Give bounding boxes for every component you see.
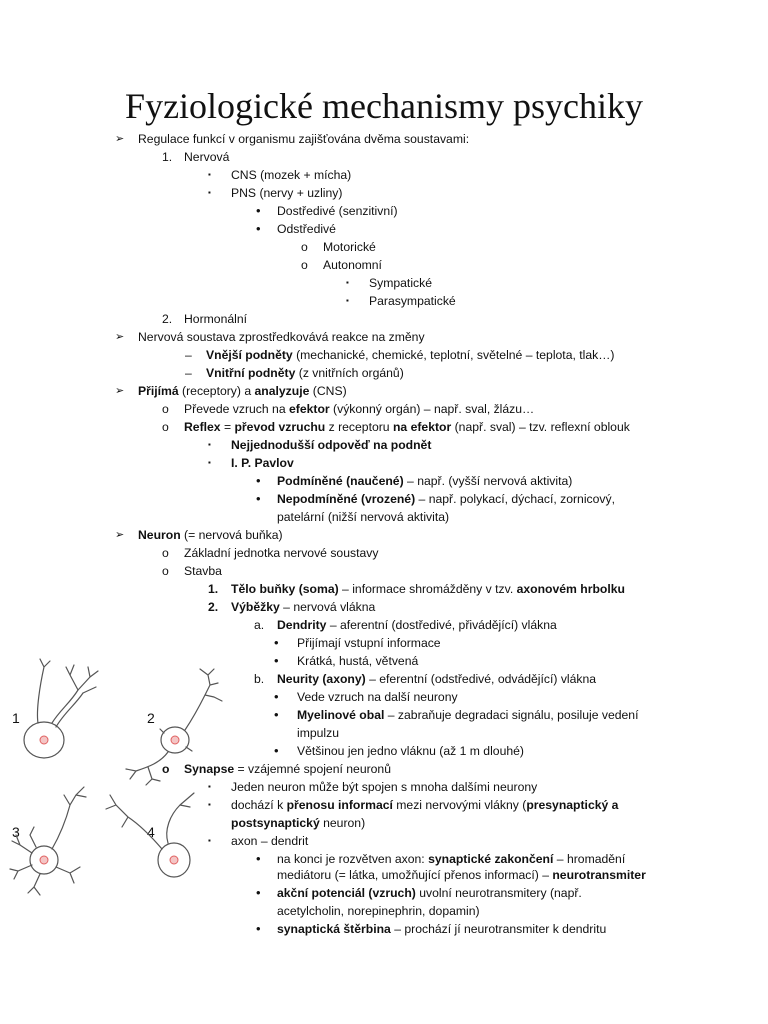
neuron-pseudounipolar-icon [106, 793, 194, 877]
letter-marker: b. [254, 672, 265, 686]
list-item: Výběžky – nervová vlákna [231, 600, 376, 614]
square-bullet: ▪ [208, 170, 211, 179]
list-item: Vnitřní podněty (z vnitřních orgánů) [206, 366, 404, 380]
circle-bullet: o [301, 258, 308, 272]
list-item: Nervová soustava zprostředkovává reakce na změny [138, 330, 425, 344]
square-bullet: ▪ [208, 188, 211, 197]
nucleus-icon [40, 736, 48, 744]
dash-bullet: – [185, 348, 192, 362]
list-item: synaptická štěrbina – prochází jí neurotransmiter k dendritu [277, 922, 607, 936]
list-item: Základní jednotka nervové soustavy [184, 546, 379, 560]
neuron-multipolar-icon [10, 787, 86, 895]
list-item: dochází k přenosu informací mezi nervovými vlákny (presynaptický a [231, 798, 619, 812]
neuron-types-illustration [0, 655, 240, 910]
round-bullet: • [274, 635, 279, 650]
neuron-bipolar-icon [126, 669, 222, 785]
circle-bullet: o [162, 762, 170, 776]
list-item: Vnější podněty (mechanické, chemické, teplotní, světelné – teplota, tlak…) [206, 348, 615, 362]
list-item: Sympatické [369, 276, 432, 290]
square-bullet: ▪ [208, 800, 211, 809]
list-item: Podmíněné (naučené) – např. (vyšší nervová aktivita) [277, 474, 573, 488]
list-item: axon – dendrit [231, 834, 309, 848]
list-item: Parasympatické [369, 294, 456, 308]
list-item-continuation: mediátoru (= látka, umožňující přenos informací) – neurotransmiter [277, 868, 646, 882]
square-bullet: ▪ [208, 782, 211, 791]
list-item: CNS (mozek + mícha) [231, 168, 352, 182]
list-item: Hormonální [184, 312, 247, 326]
list-item: na konci je rozvětven axon: synaptické zakončení – hromadění [277, 852, 626, 866]
circle-bullet: o [301, 240, 308, 254]
circle-bullet: o [162, 420, 169, 434]
arrow-bullet: ➢ [115, 385, 125, 397]
number-marker: 2. [208, 600, 219, 614]
list-item: Neuron (= nervová buňka) [138, 528, 283, 542]
list-item: Odstředivé [277, 222, 336, 236]
arrow-bullet: ➢ [115, 529, 125, 541]
list-item-continuation: acetylcholin, norepinephrin, dopamin) [277, 904, 480, 918]
round-bullet: • [256, 491, 261, 506]
nucleus-icon [171, 736, 179, 744]
list-item-continuation: patelární (nižší nervová aktivita) [277, 510, 450, 524]
list-item: Tělo buňky (soma) – informace shromážděny v tzv. axonovém hrbolku [231, 582, 625, 596]
list-item: Vede vzruch na další neurony [297, 690, 458, 704]
square-bullet: ▪ [208, 440, 211, 449]
circle-bullet: o [162, 564, 169, 578]
list-item: Neurity (axony) – eferentní (odstředivé, odvádějící) vlákna [277, 672, 597, 686]
circle-bullet: o [162, 402, 169, 416]
nucleus-icon [40, 856, 48, 864]
letter-marker: a. [254, 618, 265, 632]
list-item: Myelinové obal – zabraňuje degradaci signálu, posiluje vedení [297, 708, 639, 722]
number-marker: 2. [162, 312, 173, 326]
round-bullet: • [256, 473, 261, 488]
neuron-unipolar-icon [24, 659, 98, 758]
list-item: Nepodmíněné (vrozené) – např. polykací, dýchací, zornicový, [277, 492, 615, 506]
list-item: Přijímají vstupní informace [297, 636, 441, 650]
dash-bullet: – [185, 366, 192, 380]
list-item: I. P. Pavlov [231, 456, 294, 470]
list-item: Nervová [184, 150, 230, 164]
list-item-continuation: impulzu [297, 726, 339, 740]
round-bullet: • [256, 203, 261, 218]
list-item: Reflex = převod vzruchu z receptoru na efektor (např. sval) – tzv. reflexní oblouk [184, 420, 630, 434]
arrow-bullet: ➢ [115, 133, 125, 145]
round-bullet: • [256, 221, 261, 236]
round-bullet: • [256, 885, 261, 900]
round-bullet: • [274, 689, 279, 704]
round-bullet: • [256, 921, 261, 936]
figure-label: 3 [12, 824, 20, 840]
list-item: Většinou jen jedno vláknu (až 1 m dlouhé) [297, 744, 524, 758]
figure-label: 4 [147, 824, 155, 840]
list-item: Synapse = vzájemné spojení neuronů [184, 762, 391, 776]
list-item: Nejjednodušší odpověď na podnět [231, 438, 432, 452]
list-item: Přijímá (receptory) a analyzuje (CNS) [138, 384, 347, 398]
list-item-continuation: postsynaptický neuron) [231, 816, 366, 830]
list-item: Stavba [184, 564, 222, 578]
square-bullet: ▪ [208, 458, 211, 467]
nucleus-icon [170, 856, 178, 864]
square-bullet: ▪ [346, 278, 349, 287]
list-item: Dostředivé (senzitivní) [277, 204, 398, 218]
number-marker: 1. [208, 582, 219, 596]
list-item: Jeden neuron může být spojen s mnoha dalšími neurony [231, 780, 538, 794]
list-item: Dendrity – aferentní (dostředivé, přivádějící) vlákna [277, 618, 557, 632]
list-item: Motorické [323, 240, 376, 254]
arrow-bullet: ➢ [115, 331, 125, 343]
circle-bullet: o [162, 546, 169, 560]
list-item: Autonomní [323, 258, 382, 272]
list-item: akční potenciál (vzruch) uvolní neurotransmitery (např. [277, 886, 582, 900]
number-marker: 1. [162, 150, 173, 164]
round-bullet: • [274, 707, 279, 722]
figure-label: 1 [12, 710, 20, 726]
figure-label: 2 [147, 710, 155, 726]
round-bullet: • [256, 851, 261, 866]
list-item: Krátká, hustá, větvená [297, 654, 419, 668]
list-item: PNS (nervy + uzliny) [231, 186, 343, 200]
list-item: Převede vzruch na efektor (výkonný orgán) – např. sval, žlázu… [184, 402, 535, 416]
round-bullet: • [274, 653, 279, 668]
page-title: Fyziologické mechanismy psychiky [125, 86, 643, 126]
list-item: Regulace funkcí v organismu zajišťována dvěma soustavami: [138, 132, 470, 146]
square-bullet: ▪ [208, 836, 211, 845]
square-bullet: ▪ [346, 296, 349, 305]
round-bullet: • [274, 743, 279, 758]
